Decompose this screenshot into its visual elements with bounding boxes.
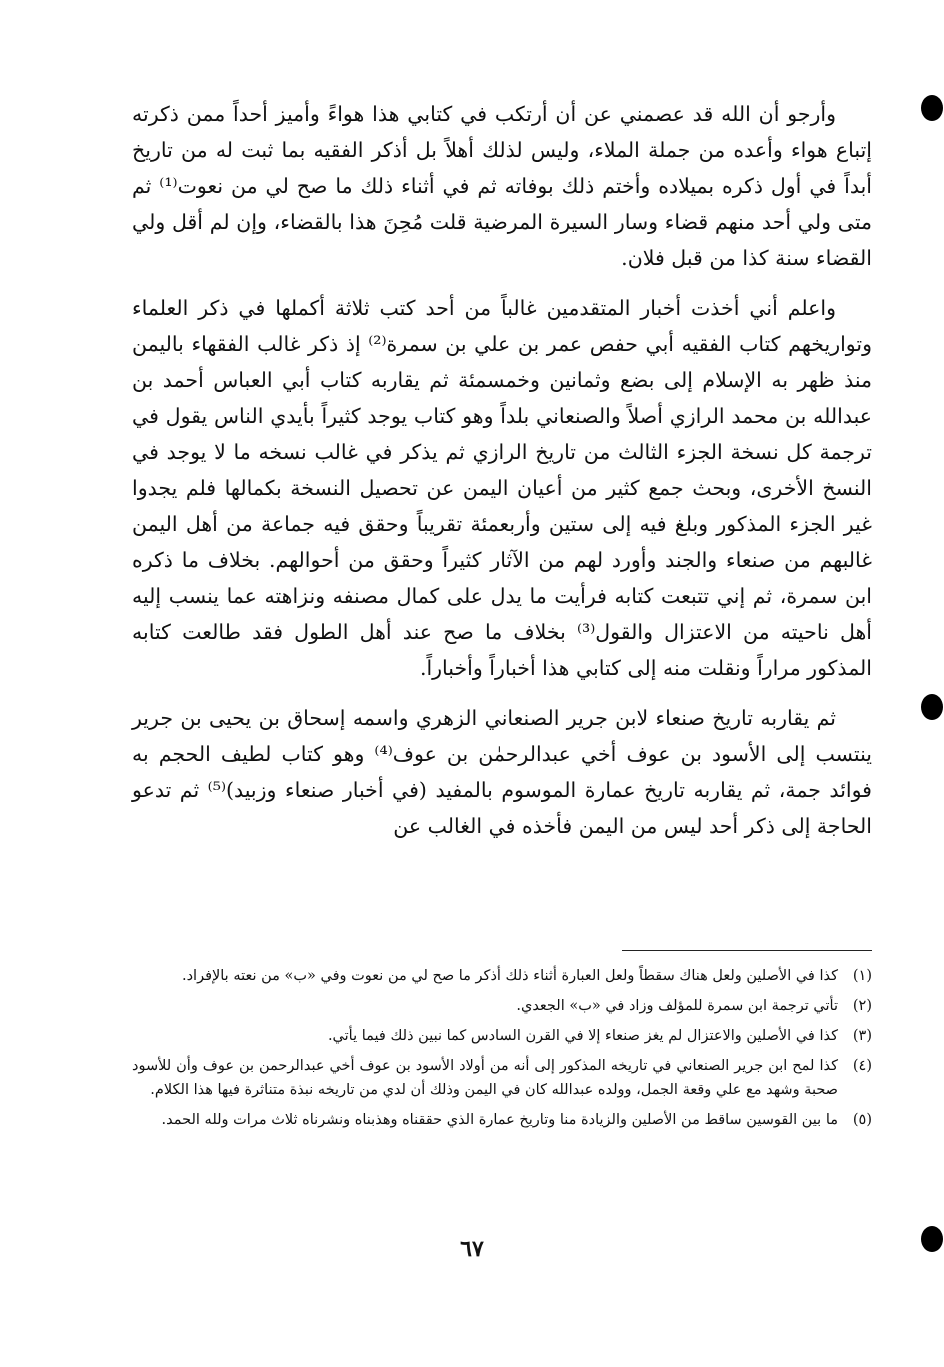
main-text — [132, 96, 872, 858]
footnote-text: كذا لمح ابن جرير الصنعاني في تاريخه المذكور إلى أنه من أولاد الأسود بن عوف أخي عبدالرحمن بن عوف وأن للأسود صحبة وشهد مع علي وقعة الجمل، وولده عبدالله كان في اليمن وذلك أن لدي من تاريخه نبذة متناثرة فيها هذا الكلام. — [132, 1058, 838, 1098]
binder-hole-icon — [921, 694, 943, 720]
paragraph: ثم يقاربه تاريخ صنعاء لابن جرير الصنعاني الزهري واسمه إسحاق بن يحيى بن جرير ينتسب إلى الأسود بن عوف أخي عبدالرحمٰن بن عوف⁽⁴⁾ وهو كتاب لطيف الحجم به فوائد جمة، ثم يقاربه تاريخ عمارة الموسوم بالمفيد (في أخبار صنعاء وزبيد)⁽⁵⁾ ثم تدعو الحاجة إلى ذكر أحد ليس من اليمن فأخذه في الغالب عن — [132, 706, 872, 838]
page-number: ٦٧ — [460, 1236, 484, 1262]
footnote-divider — [622, 950, 872, 951]
footnote-text: كذا في الأصلين ولعل هناك سقطاً ولعل العبارة أثناء ذلك أذكر ما صح لي من نعوت وفي «ب» من نعته بالإفراد. — [181, 968, 838, 984]
binder-hole-icon — [921, 95, 943, 121]
footnote-number: (٢) — [852, 998, 872, 1014]
footnote — [132, 1108, 872, 1132]
binder-hole-icon — [921, 1226, 943, 1252]
footnote-text: ما بين القوسين ساقط من الأصلين والزيادة منا وتاريخ عمارة الذي حققناه وهذبناه ونشرناه ثلاث مرات ولله الحمد. — [161, 1112, 838, 1128]
footnote-number: (٤) — [852, 1058, 872, 1074]
footnote — [132, 1024, 872, 1048]
footnote — [132, 1054, 872, 1102]
footnote-number: (٣) — [852, 1028, 872, 1044]
footnote-text: كذا في الأصلين والاعتزال لم يغز صنعاء إلا في القرن السادس كما نبين ذلك فيما يأتي. — [327, 1028, 838, 1044]
footnote — [132, 994, 872, 1018]
footnotes — [132, 964, 872, 1138]
footnote-number: (٥) — [852, 1112, 872, 1128]
paragraph: وأرجو أن الله قد عصمني عن أن أرتكب في كتابي هذا هواءً وأميز أحداً ممن ذكرته إتباع هواء وأعده من جملة الملاء، وليس لذلك أهلاً بل أذكر الفقيه بما ثبت له من تاريخ أبداً في أول ذكره بميلاده وأختم ذلك بوفاته ثم في أثناء ذلك ما صح لي من نعوت⁽¹⁾ ثم متى ولي أحد منهم قضاء وسار السيرة المرضية قلت مُحِنَ هذا بالقضاء، وإن لم أقل ولي القضاء سنة كذا من قبل فلان. — [132, 102, 872, 270]
footnote-number: (١) — [852, 968, 872, 984]
paragraph: واعلم أني أخذت أخبار المتقدمين غالباً من أحد كتب ثلاثة أكملها في ذكر العلماء وتواريخهم كتاب الفقيه أبي حفص عمر بن علي بن سمرة⁽²⁾ إذ ذكر غالب الفقهاء باليمن منذ ظهر به الإسلام إلى بضع وثمانين وخمسمئة ثم يقاربه كتاب أبي العباس أحمد بن عبدالله بن محمد الرازي أصلاً والصنعاني بلداً وهو كتاب يوجد كثيراً بأيدي الناس يقول في ترجمة كل نسخة الجزء الثالث من تاريخ الرازي ثم يذكر في غالب نسخه ما لا يوجد في النسخ الأخرى، وبحث جمع كثير من أعيان اليمن عن تحصيل النسخة بكمالها فلم يجدوا غير الجزء المذكور وبلغ فيه إلى ستين وأربعمئة تقريباً وحقق فيه جماعة من أهل اليمن غالبهم من صنعاء والجند وأورد لهم من الآثار كثيراً وحقق من أحوالهم. بخلاف ما ذكره ابن سمرة، ثم إني تتبعت كتابه فرأيت ما يدل على كمال مصنفه ونزاهته عما ينسب إليه أهل ناحيته من الاعتزال والقول⁽³⁾ بخلاف ما صح عند أهل الطول فقد طالعت كتابه المذكور مراراً ونقلت منه إلى كتابي هذا أخباراً وأخباراً. — [132, 296, 873, 680]
footnote — [132, 964, 872, 988]
footnote-text: تأتي ترجمة ابن سمرة للمؤلف وزاد في «ب» الجعدي. — [516, 998, 838, 1014]
